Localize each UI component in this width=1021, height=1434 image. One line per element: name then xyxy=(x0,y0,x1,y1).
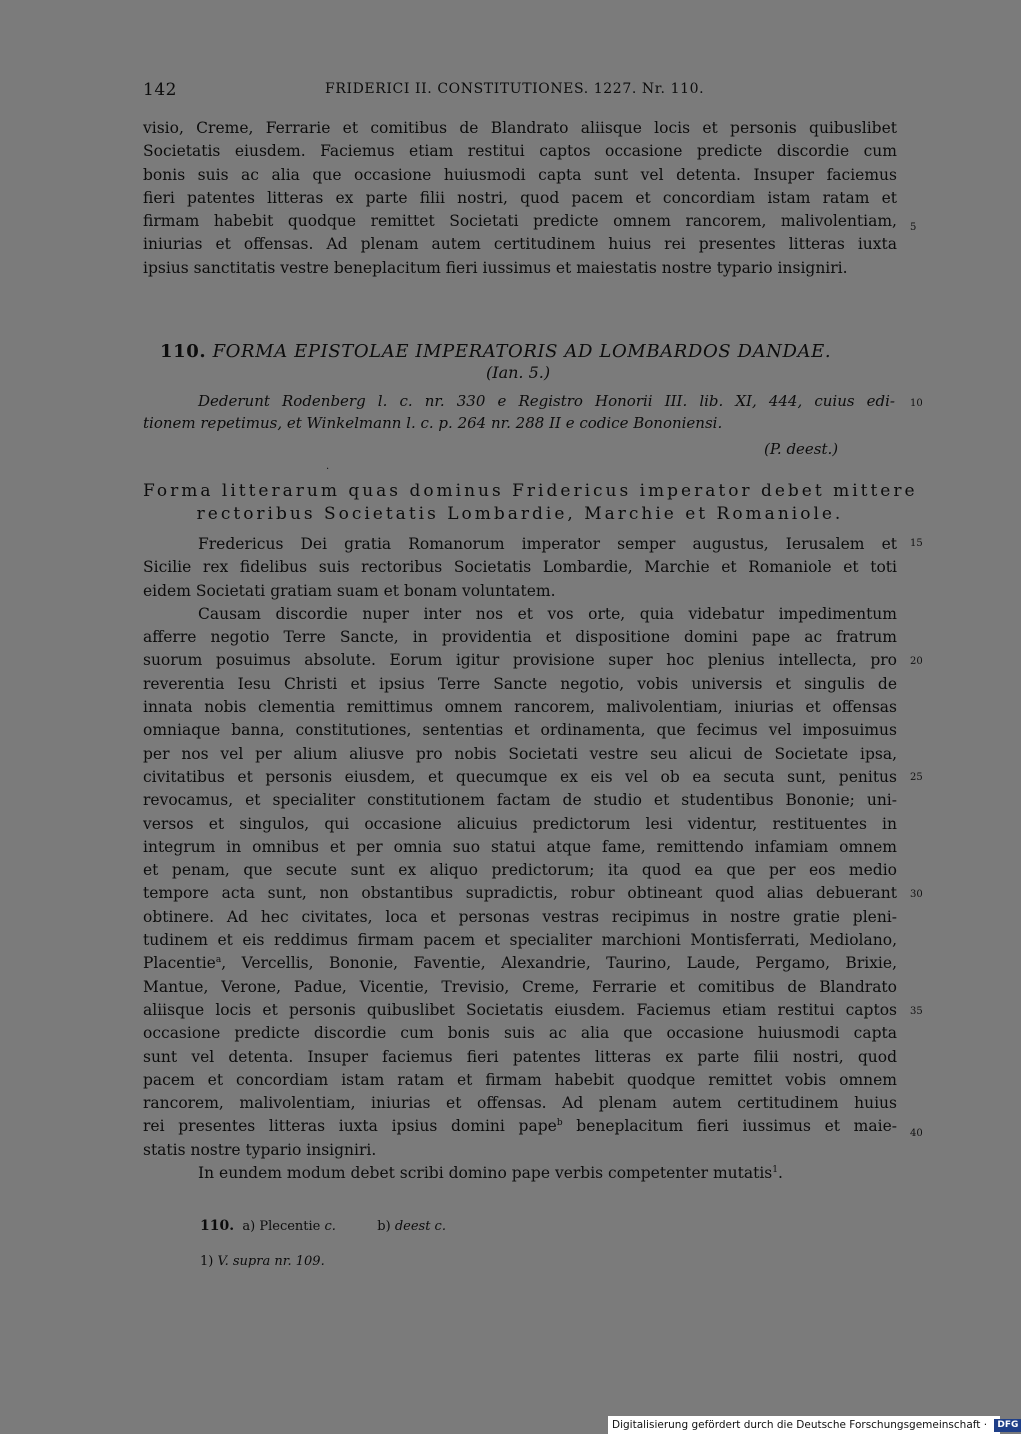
text-line: fieri patentes litteras ex parte filii nostri, quod pacem et concordiam istam ratam et xyxy=(143,188,897,207)
edition-note xyxy=(143,391,895,434)
footnote-mark-1: 1 xyxy=(772,1165,778,1176)
text-line: versos et singulos, qui occasione alicuius predictorum lesi videntur, restituentes in xyxy=(143,814,897,833)
text-line: revocamus, et specialiter constitutionem factam de studio et studentibus Bononie; uni- xyxy=(143,791,897,810)
text-line: suorum posuimus absolute. Eorum igitur provisione super hoc plenius intellecta, pro xyxy=(143,651,897,670)
text-segment: beneplacitum fieri iussimus et maie- xyxy=(562,1117,897,1136)
text-line: iniurias et offensas. Ad plenam autem certitudinem huius rei presentes litteras iuxta xyxy=(143,235,897,254)
line-number: 30 xyxy=(910,889,923,900)
text-line: pacem et concordiam istam ratam et firmam habebit quodque remittet vobis omnem xyxy=(143,1070,897,1089)
text-line: tudinem et eis reddimus firmam pacem et specialiter marchioni Montisferrati, Mediolano, xyxy=(143,931,897,950)
funding-credit xyxy=(608,1416,1019,1434)
text-line: occasione predicte discordie cum bonis suis ac alia que occasione huiusmodi capta xyxy=(143,1024,897,1043)
apparatus-mark-a: a) xyxy=(242,1219,256,1234)
critical-apparatus xyxy=(200,1218,446,1234)
line-number: 5 xyxy=(910,222,917,233)
text-line: visio, Creme, Ferrarie et comitibus de Blandrato aliisque locis et personis quibuslibet xyxy=(143,119,897,137)
text-line: statis nostre typario insigniri. xyxy=(143,1140,377,1159)
line-number: 40 xyxy=(910,1128,923,1139)
text-line: obtinere. Ad hec civitates, loca et personas vestras recipimus in nostre gratie pleni- xyxy=(143,907,897,926)
text-line: firmam habebit quodque remittet Societati predicte omnem rancorem, malivolentiam, xyxy=(143,212,897,231)
footnote xyxy=(200,1254,325,1269)
intro-paragraph xyxy=(143,117,897,280)
text-line: Causam discordie nuper inter nos et vos orte, quia videbatur impedimentum xyxy=(198,604,897,623)
letter-body xyxy=(143,533,897,1185)
page-number: 142 xyxy=(143,80,177,100)
text-line: ipsius sanctitatis vestre beneplacitum fieri iussimus et maiestatis nostre typario insigniri. xyxy=(143,258,848,277)
document-number: 110. xyxy=(160,341,207,362)
running-title: FRIDERICI II. CONSTITUTIONES. 1227. Nr. 110. xyxy=(325,81,705,97)
apparatus-source-a: c. xyxy=(324,1219,336,1234)
footnote-mark-b: b xyxy=(556,1118,563,1129)
text-line: tempore acta sunt, non obstantibus supradictis, robur obtineant quod alias debuerant xyxy=(143,884,897,903)
line-number: 15 xyxy=(910,538,923,549)
credit-text: Digitalisierung gefördert durch die Deutsche Forschungsgemeinschaft · xyxy=(612,1419,988,1431)
text-line: afferre negotio Terre Sancte, in providentia et dispositione domini pape ac fratrum xyxy=(143,628,897,647)
text-line: aliisque locis et personis quibuslibet Societatis eiusdem. Faciemus etiam restitui captos xyxy=(143,1000,897,1019)
apparatus-label: 110. xyxy=(200,1218,235,1234)
footnote-mark-a: a xyxy=(215,955,222,966)
text-segment: rei presentes litteras iuxta ipsius domini pape xyxy=(143,1117,557,1136)
text-line xyxy=(143,1115,897,1138)
text-line: integrum in omnibus et per omnia suo statui atque fame, remittendo infamiam omnem xyxy=(143,837,897,856)
text-segment: Placentie xyxy=(143,954,216,973)
text-segment: . xyxy=(778,1164,783,1183)
apparatus-mark-b: b) xyxy=(377,1219,391,1234)
text-line: reverentia Iesu Christi et ipsius Terre Sancte negotio, vobis universis et singulis de xyxy=(143,674,897,693)
edition-line: Dederunt Rodenberg l. c. nr. 330 e Registro Honorii III. lib. XI, 444, cuius edi- xyxy=(198,392,895,410)
edition-line: tionem repetimus, et Winkelmann l. c. p. 264 nr. 288 II e codice Bononiensi. xyxy=(143,413,723,432)
line-number: 10 xyxy=(910,398,923,409)
text-line: per nos vel per alium aliusve pro nobis Societati vestre seu alicui de Societate ipsa, xyxy=(143,744,897,763)
rubric-line: rectoribus Societatis Lombardie, Marchie et Romaniole. xyxy=(196,504,844,524)
apparatus-text-a: Plecentie xyxy=(259,1219,321,1234)
text-line: omniaque banna, constitutiones, sententias et ordinamenta, que fecimus vel imposuimus xyxy=(143,721,897,740)
text-line: Mantue, Verone, Padue, Vicentie, Trevisio, Creme, Ferrarie et comitibus de Blandrato xyxy=(143,977,897,996)
document-date: (Ian. 5.) xyxy=(486,363,551,382)
regest-note: (P. deest.) xyxy=(764,440,839,458)
text-line: sunt vel detenta. Insuper faciemus fieri patentes litteras ex parte filii nostri, quod xyxy=(143,1047,897,1066)
text-line: rancorem, malivolentiam, iniurias et offensas. Ad plenam autem certitudinem huius xyxy=(143,1094,897,1113)
text-line: et penam, que secute sunt ex aliquo predictorum; ita quod ea que per eos medio xyxy=(143,861,897,880)
document-title xyxy=(160,341,880,362)
text-line xyxy=(143,1162,897,1185)
document-title-text: FORMA EPISTOLAE IMPERATORIS AD LOMBARDOS DANDAE. xyxy=(212,341,832,362)
line-number: 25 xyxy=(910,772,923,783)
page-header xyxy=(143,80,895,106)
text-segment: , Vercellis, Bononie, Faventie, Alexandrie, Taurino, Laude, Pergamo, Brixie, xyxy=(221,954,897,973)
rubric xyxy=(143,480,918,526)
footnote-text: V. supra nr. 109. xyxy=(217,1254,325,1269)
text-line: Fredericus Dei gratia Romanorum imperator semper augustus, Ierusalem et xyxy=(198,535,897,553)
text-segment: In eundem modum debet scribi domino pape verbis competenter mutatis xyxy=(198,1164,773,1183)
line-number: 20 xyxy=(910,656,923,667)
stray-mark: . xyxy=(326,461,330,472)
apparatus-text-b: deest c. xyxy=(394,1219,446,1234)
dfg-logo: DFG xyxy=(994,1419,1021,1432)
text-line xyxy=(143,952,897,975)
text-line: innata nobis clementia remittimus omnem rancorem, malivolentiam, iniurias et offensas xyxy=(143,698,897,717)
rubric-line: Forma litterarum quas dominus Fridericus imperator debet mittere xyxy=(143,481,918,501)
text-line: Sicilie rex fidelibus suis rectoribus Societatis Lombardie, Marchie et Romaniole et toti xyxy=(143,558,897,577)
text-line: Societatis eiusdem. Faciemus etiam restitui captos occasione predicte discordie cum xyxy=(143,142,897,161)
line-number: 35 xyxy=(910,1006,923,1017)
text-line: eidem Societati gratiam suam et bonam voluntatem. xyxy=(143,581,556,600)
text-line: bonis suis ac alia que occasione huiusmodi capta sunt vel detenta. Insuper faciemus xyxy=(143,165,897,184)
footnote-mark: 1) xyxy=(200,1254,214,1269)
text-line: civitatibus et personis eiusdem, et quecumque ex eis vel ob ea secuta sunt, penitus xyxy=(143,767,897,786)
